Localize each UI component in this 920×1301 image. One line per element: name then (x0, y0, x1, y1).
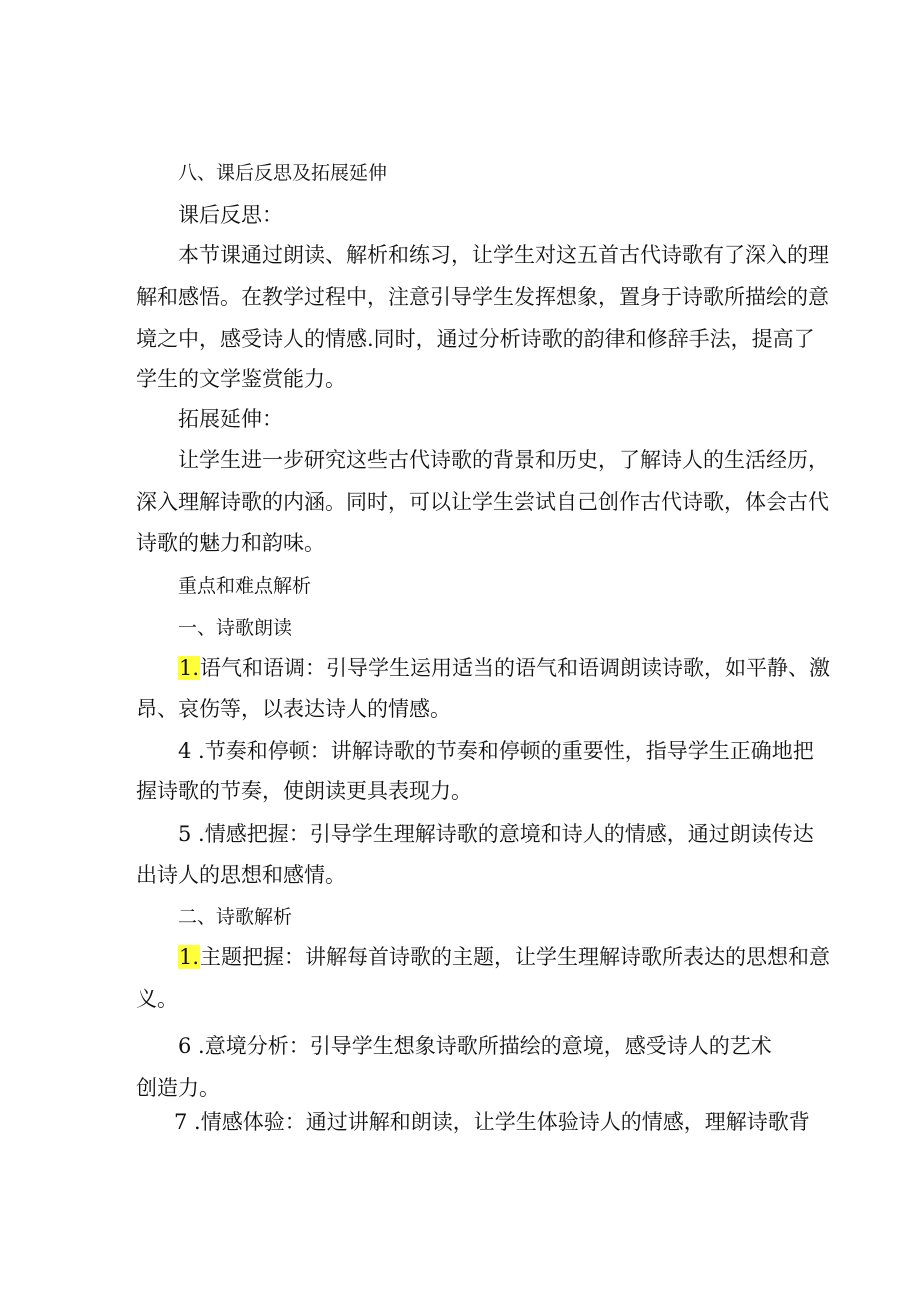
analysis-heading: 重点和难点解析 (178, 575, 312, 597)
part1-item-1-line-2: 昂、哀伤等，以表达诗人的情感。 (136, 697, 451, 721)
part2-item-1 (178, 944, 830, 970)
part1-item-5-line-2: 出诗人的思想和感情。 (136, 863, 346, 887)
part2-item-6-line-2: 创造力。 (136, 1076, 220, 1100)
part1-heading: 一、诗歌朗读 (178, 617, 293, 639)
part2-item-1-line-2: 义。 (136, 987, 178, 1011)
section-heading-reflection-extension: 八、课后反思及拓展延伸 (178, 162, 388, 184)
reflection-line-3: 境之中，感受诗人的情感.同时，通过分析诗歌的韵律和修辞手法，提高了 (136, 327, 815, 351)
extension-line-3: 诗歌的魅力和韵味。 (136, 531, 325, 555)
part2-item-1-text: 主题把握：讲解每首诗歌的主题，让学生理解诗歌所表达的思想和意 (200, 945, 831, 969)
item-number-highlight: 1. (179, 656, 200, 680)
part1-item-5: 5 .情感把握：引导学生理解诗歌的意境和诗人的情感，通过朗读传达 (178, 822, 814, 846)
item-number-highlight: 1. (179, 945, 200, 969)
reflection-line-4: 学生的文学鉴赏能力。 (136, 367, 346, 391)
reflection-line-2: 解和感悟。在教学过程中，注意引导学生发挥想象，置身于诗歌所描绘的意 (136, 285, 829, 309)
reflection-line-1: 本节课通过朗读、解析和练习，让学生对这五首古代诗歌有了深入的理 (178, 243, 829, 267)
part2-item-6: 6 .意境分析：引导学生想象诗歌所描绘的意境，感受诗人的艺术 (178, 1034, 772, 1058)
part1-item-1 (178, 655, 830, 681)
reflection-label: 课后反思： (178, 203, 283, 227)
part1-item-1-text: 语气和语调：引导学生运用适当的语气和语调朗读诗歌，如平静、激 (200, 656, 831, 680)
extension-line-2: 深入理解诗歌的内涵。同时，可以让学生尝试自己创作古代诗歌，体会古代 (136, 490, 829, 514)
part1-item-4: 4 .节奏和停顿：讲解诗歌的节奏和停顿的重要性，指导学生正确地把 (178, 739, 814, 763)
part2-heading: 二、诗歌解析 (178, 906, 293, 928)
part1-item-4-line-2: 握诗歌的节奏，使朗读更具表现力。 (136, 779, 472, 803)
part2-item-7: 7 .情感体验：通过讲解和朗读，让学生体验诗人的情感，理解诗歌背 (174, 1110, 810, 1134)
extension-label: 拓展延伸： (178, 407, 283, 431)
extension-line-1: 让学生进一步研究这些古代诗歌的背景和历史，了解诗人的生活经历， (178, 448, 829, 472)
